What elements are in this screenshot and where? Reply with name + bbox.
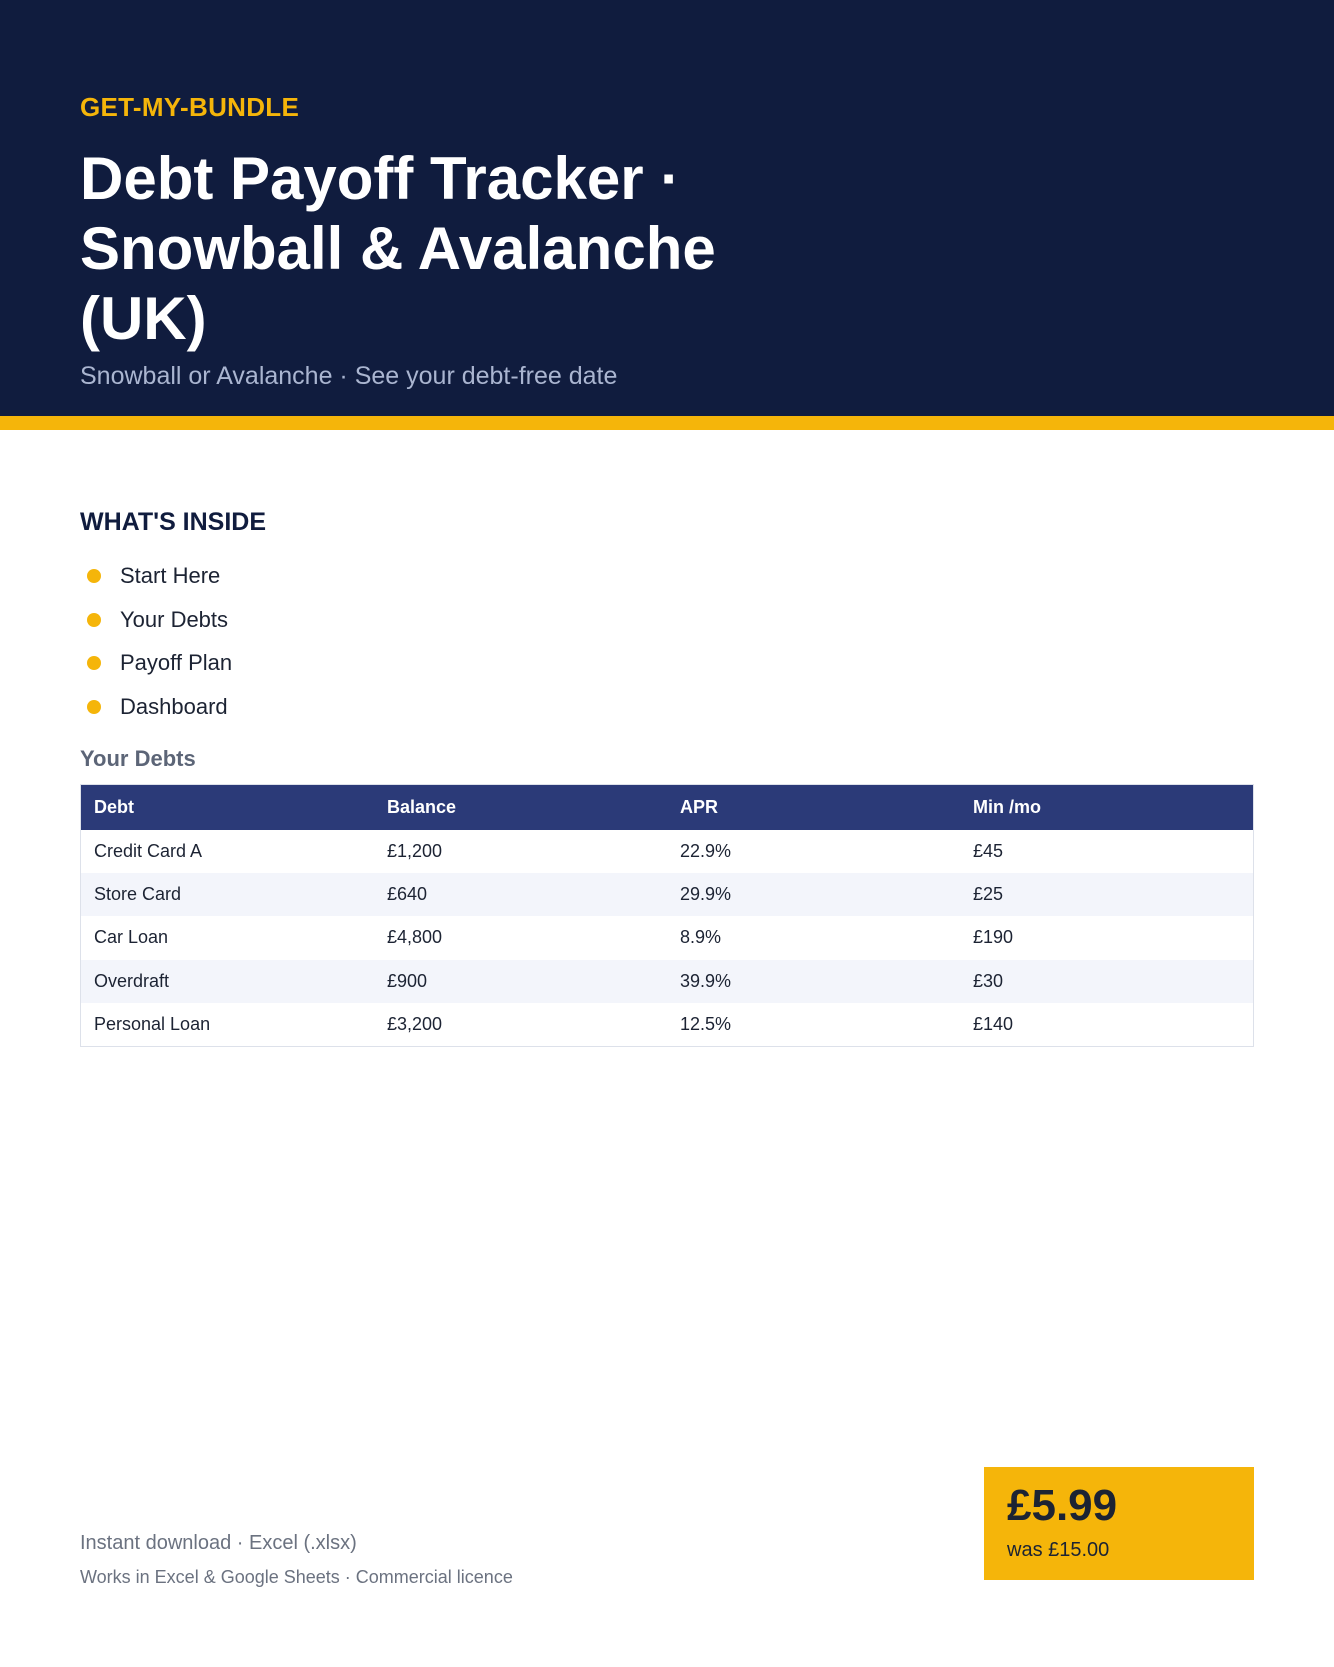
table-header-row (81, 785, 1253, 830)
table-row (81, 960, 1253, 1003)
table-cell: Credit Card A (94, 841, 203, 862)
bullet-dot-icon (87, 656, 101, 670)
column-header: Debt (94, 797, 134, 817)
table-cell: £900 (387, 970, 428, 991)
table-cell: Overdraft (94, 970, 170, 991)
download-info: Instant download · Excel (.xlsx) (80, 1532, 357, 1554)
table-row (81, 1003, 1253, 1046)
table-cell: £1,200 (387, 841, 443, 862)
price-box (984, 1467, 1254, 1580)
table-cell: £30 (973, 970, 1004, 991)
compatibility-info: Works in Excel & Google Sheets · Commercial licence (80, 1567, 513, 1587)
table-cell: 12.5% (680, 1013, 732, 1034)
bullet-dot-icon (87, 569, 101, 583)
column-header: Balance (387, 797, 457, 817)
title-line: Debt Payoff Tracker · (80, 145, 681, 212)
table-cell: 22.9% (680, 841, 732, 862)
table-cell: £640 (387, 884, 428, 905)
table-cell: £4,800 (387, 927, 443, 948)
current-price: £5.99 (1007, 1481, 1118, 1530)
list-item (80, 685, 232, 729)
list-item-label: Payoff Plan (120, 650, 233, 675)
table-cell: 29.9% (680, 884, 732, 905)
title-line: Snowball & Avalanche (80, 215, 716, 282)
list-item-label: Your Debts (120, 606, 229, 632)
hero-accent-stripe (0, 416, 1334, 430)
table-row (81, 916, 1253, 959)
table-cell: 39.9% (680, 970, 732, 991)
table-row (81, 873, 1253, 916)
page-subtitle: Snowball or Avalanche · See your debt-free date (80, 362, 618, 390)
page-title (80, 144, 780, 354)
table-cell: £140 (973, 1013, 1014, 1034)
table-cell: 8.9% (680, 927, 722, 948)
table-cell: £190 (973, 927, 1014, 948)
list-item (80, 554, 232, 598)
column-header: Min /mo (973, 797, 1041, 817)
table-cell: Personal Loan (94, 1013, 211, 1034)
table-cell: £45 (973, 841, 1004, 862)
debts-table-label: Your Debts (80, 746, 196, 771)
debts-table (80, 784, 1254, 1047)
brand-name: GET-MY-BUNDLE (80, 92, 300, 122)
column-header: APR (680, 797, 719, 817)
bullet-dot-icon (87, 613, 101, 627)
title-line: (UK) (80, 285, 207, 352)
table-cell: £25 (973, 884, 1004, 905)
table-cell: £3,200 (387, 1013, 443, 1034)
list-item-label: Dashboard (120, 693, 228, 719)
whats-inside-list (80, 554, 232, 728)
original-price: was £15.00 (1007, 1539, 1110, 1561)
whats-inside-heading: WHAT'S INSIDE (80, 508, 267, 536)
list-item-label: Start Here (120, 563, 221, 588)
list-item (80, 641, 232, 685)
bullet-dot-icon (87, 700, 101, 714)
table-row (81, 830, 1253, 873)
table-cell: Car Loan (94, 927, 169, 948)
list-item (80, 598, 232, 642)
table-cell: Store Card (94, 884, 182, 905)
